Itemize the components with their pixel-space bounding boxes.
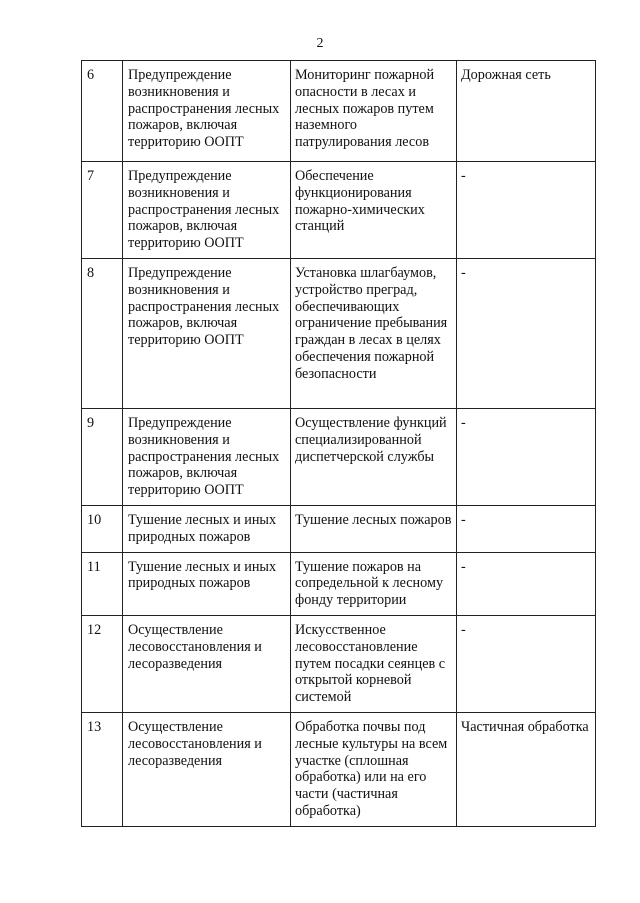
measure-cell: Тушение пожаров на сопредельной к лесному фонду территории xyxy=(291,552,457,615)
note-cell: - xyxy=(457,259,596,409)
note-cell: Частичная обработка xyxy=(457,712,596,826)
note-cell: - xyxy=(457,506,596,553)
table-row xyxy=(82,712,596,826)
table-row xyxy=(82,61,596,162)
measure-cell: Мониторинг пожарной опасности в лесах и лесных пожаров путем наземного патрулирования лесов xyxy=(291,61,457,162)
note-cell: - xyxy=(457,615,596,712)
note-cell: - xyxy=(457,162,596,259)
table-row xyxy=(82,162,596,259)
table-row xyxy=(82,615,596,712)
note-cell: - xyxy=(457,552,596,615)
activity-cell: Осуществление лесовосстановления и лесоразведения xyxy=(123,712,291,826)
activity-cell: Осуществление лесовосстановления и лесоразведения xyxy=(123,615,291,712)
row-number: 12 xyxy=(82,615,123,712)
table-row xyxy=(82,552,596,615)
page-number: 2 xyxy=(316,36,324,51)
measure-cell: Осуществление функций специализированной диспетчерской службы xyxy=(291,409,457,506)
measure-cell: Установка шлагбаумов, устройство преград, обеспечивающих ограничение пребывания граждан в лесах в целях обеспечения пожарной безопасности xyxy=(291,259,457,409)
measure-cell: Обработка почвы под лесные культуры на всем участке (сплошная обработка) или на его части (частичная обработка) xyxy=(291,712,457,826)
table-row xyxy=(82,259,596,409)
measures-table xyxy=(81,60,596,827)
row-number: 8 xyxy=(82,259,123,409)
row-number: 11 xyxy=(82,552,123,615)
table-row xyxy=(82,506,596,553)
row-number: 6 xyxy=(82,61,123,162)
row-number: 13 xyxy=(82,712,123,826)
activity-cell: Предупреждение возникновения и распространения лесных пожаров, включая территорию ООПТ xyxy=(123,259,291,409)
row-number: 7 xyxy=(82,162,123,259)
activity-cell: Предупреждение возникновения и распространения лесных пожаров, включая территорию ООПТ xyxy=(123,409,291,506)
row-number: 10 xyxy=(82,506,123,553)
row-number: 9 xyxy=(82,409,123,506)
activity-cell: Предупреждение возникновения и распространения лесных пожаров, включая территорию ООПТ xyxy=(123,162,291,259)
table-body xyxy=(82,61,596,827)
measure-cell: Искусственное лесовосстановление путем посадки сеянцев с открытой корневой системой xyxy=(291,615,457,712)
activity-cell: Предупреждение возникновения и распространения лесных пожаров, включая территорию ООПТ xyxy=(123,61,291,162)
activity-cell: Тушение лесных и иных природных пожаров xyxy=(123,552,291,615)
note-cell: - xyxy=(457,409,596,506)
measure-cell: Обеспечение функционирования пожарно-химических станций xyxy=(291,162,457,259)
note-cell: Дорожная сеть xyxy=(457,61,596,162)
activity-cell: Тушение лесных и иных природных пожаров xyxy=(123,506,291,553)
table-row xyxy=(82,409,596,506)
measure-cell: Тушение лесных пожаров xyxy=(291,506,457,553)
